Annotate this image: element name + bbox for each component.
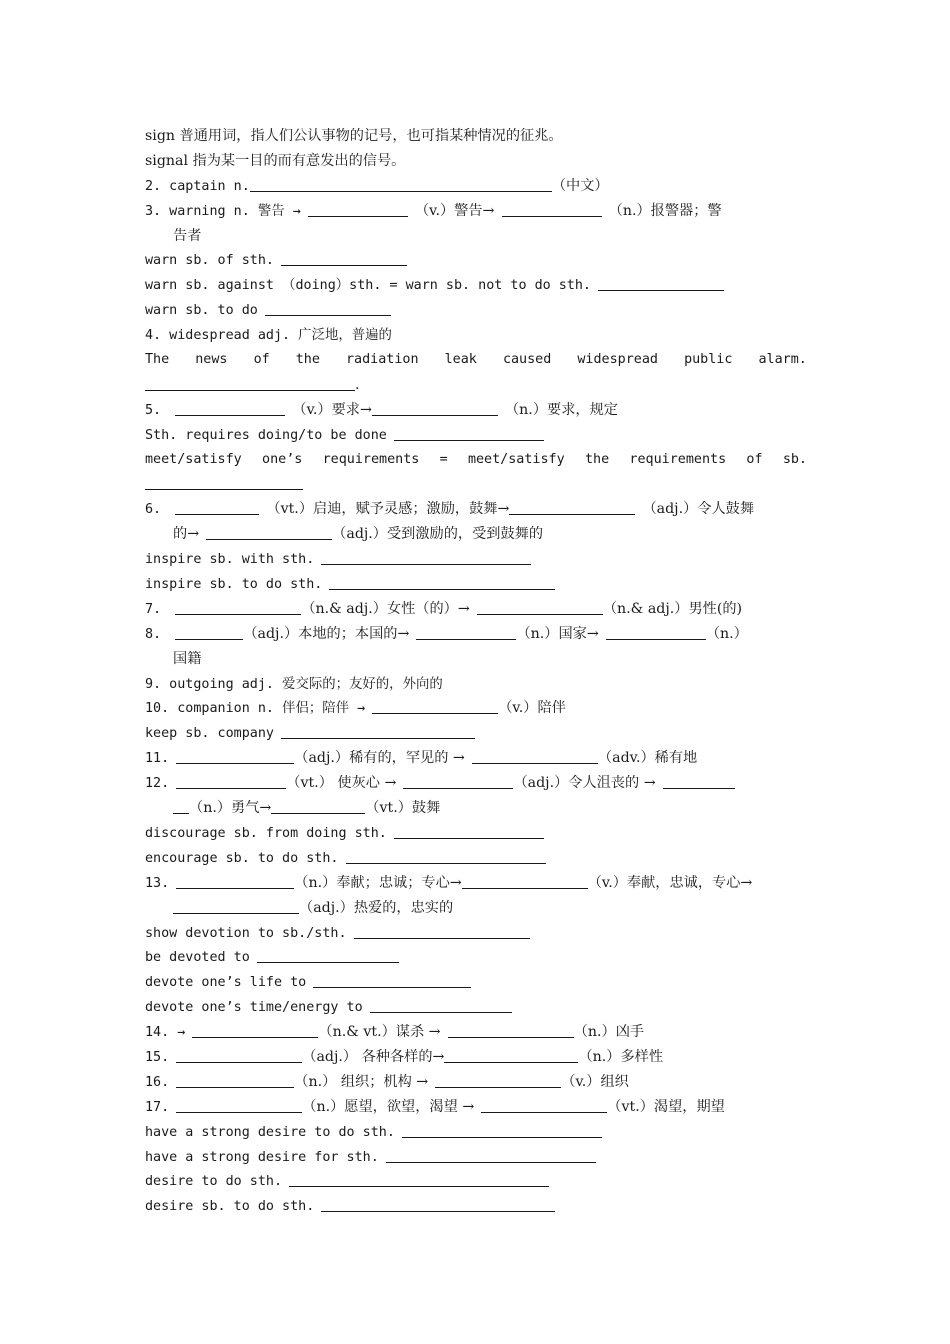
answer-blank[interactable] xyxy=(176,1073,294,1088)
phrase-line: Sth. requires doing/to be done xyxy=(145,423,807,448)
phrase-line: keep sb. company xyxy=(145,721,807,746)
phrase-line: desire sb. to do sth. xyxy=(145,1194,807,1219)
answer-blank[interactable] xyxy=(372,699,498,714)
phrase-line: warn sb. against （doing）sth. = warn sb. not to do sth. xyxy=(145,273,807,298)
item-12: 12. （vt.） 使灰心 → （adj.）令人沮丧的 → xyxy=(145,771,807,796)
answer-blank[interactable] xyxy=(206,525,332,540)
answer-blank[interactable] xyxy=(606,625,706,640)
item-5-require: 5. （v.）要求→ （n.）要求，规定 xyxy=(145,401,618,418)
answer-blank[interactable] xyxy=(173,799,189,814)
worksheet-page xyxy=(145,124,807,1219)
answer-blank[interactable] xyxy=(394,824,544,839)
answer-blank[interactable] xyxy=(175,401,285,416)
answer-blank[interactable] xyxy=(394,426,544,441)
answer-blank[interactable] xyxy=(448,1023,574,1038)
phrase-line: devote one’s time/energy to xyxy=(145,995,807,1020)
item-17: 17. （n.）愿望，欲望，渴望 → （vt.）渴望，期望 xyxy=(145,1098,725,1115)
answer-blank[interactable] xyxy=(509,500,635,515)
answer-blank[interactable] xyxy=(481,1098,607,1113)
answer-blank[interactable] xyxy=(308,202,408,217)
item-6-inspire: 6. （vt.）启迪，赋予灵感；激励，鼓舞→ （adj.）令人鼓舞 xyxy=(145,501,755,518)
answer-blank[interactable] xyxy=(416,625,516,640)
answer-blank[interactable] xyxy=(176,1048,302,1063)
answer-blank[interactable] xyxy=(321,550,531,565)
text-line: （adj.）热爱的，忠实的 xyxy=(145,896,807,921)
answer-blank[interactable] xyxy=(402,1123,602,1138)
item-13: 13. （n.）奉献；忠诚；专心→ （v.）奉献，忠诚，专心→ xyxy=(145,874,753,891)
item-14: 14. → （n.& vt.）谋杀 → （n.）凶手 xyxy=(145,1024,645,1041)
answer-blank[interactable] xyxy=(281,251,407,266)
answer-blank[interactable] xyxy=(250,177,552,192)
item-9-outgoing: 9. outgoing adj. 爱交际的；友好的，外向的 xyxy=(145,676,443,692)
answer-blank[interactable] xyxy=(598,276,724,291)
item-10-companion: 10. companion n. 伴侣；陪伴 → （v.）陪伴 xyxy=(145,700,566,717)
answer-blank[interactable] xyxy=(372,401,498,416)
text-line: 的→ （adj.）受到激励的，受到鼓舞的 xyxy=(173,526,544,543)
answer-blank[interactable] xyxy=(145,376,355,391)
phrase-line: be devoted to xyxy=(145,945,807,970)
text-line: sign 普通用词，指人们公认事物的记号，也可指某种情况的征兆。 xyxy=(145,128,563,144)
answer-blank[interactable] xyxy=(176,749,294,764)
text-line: signal 指为某一目的而有意发出的信号。 xyxy=(145,152,406,169)
item-4-widespread: 4. widespread adj. 广泛地，普遍的 xyxy=(145,328,392,344)
answer-blank[interactable] xyxy=(173,899,299,914)
phrase-line: inspire sb. to do sth. xyxy=(145,572,807,597)
answer-blank[interactable] xyxy=(176,774,286,789)
item-11: 11. （adj.）稀有的，罕见的 → （adv.）稀有地 xyxy=(145,750,698,767)
answer-blank[interactable] xyxy=(271,799,365,814)
item-3-warning: 3. warning n. 警告 → （v.）警告→ （n.）报警器；警 xyxy=(145,202,722,219)
phrase-line: have a strong desire for sth. xyxy=(145,1145,807,1170)
item-2-captain: 2. captain n. （中文） xyxy=(145,177,609,194)
phrase-line: desire to do sth. xyxy=(145,1169,807,1194)
item-16: 16. （n.） 组织；机构 → （v.）组织 xyxy=(145,1073,629,1090)
answer-blank[interactable] xyxy=(192,1023,318,1038)
answer-blank[interactable] xyxy=(175,600,301,615)
translation-line: . xyxy=(145,373,807,398)
example-sentence: The news of the radiation leak caused widespread public alarm. xyxy=(145,352,807,368)
answer-blank[interactable] xyxy=(403,774,513,789)
answer-blank[interactable] xyxy=(289,1172,549,1187)
phrase-line: discourage sb. from doing sth. xyxy=(145,821,807,846)
answer-blank[interactable] xyxy=(354,924,530,939)
answer-blank[interactable] xyxy=(176,874,294,889)
phrase-line: devote one’s life to xyxy=(145,970,807,995)
phrase-line: warn sb. to do xyxy=(145,298,807,323)
answer-blank[interactable] xyxy=(176,1098,302,1113)
phrase-line: have a strong desire to do sth. xyxy=(145,1120,807,1145)
item-15: 15. （adj.） 各种各样的→ （n.）多样性 xyxy=(145,1048,664,1065)
translation-line xyxy=(145,472,807,497)
text-line: 告者 xyxy=(173,227,202,244)
answer-blank[interactable] xyxy=(386,1148,596,1163)
item-8: 8. （adj.）本地的；本国的→ （n.）国家→ （n.） xyxy=(145,625,748,642)
answer-blank[interactable] xyxy=(462,874,588,889)
answer-blank[interactable] xyxy=(175,625,243,640)
answer-blank[interactable] xyxy=(281,724,475,739)
phrase-line: inspire sb. with sth. xyxy=(145,547,807,572)
answer-blank[interactable] xyxy=(265,301,391,316)
answer-blank[interactable] xyxy=(477,600,603,615)
phrase-line: encourage sb. to do sth. xyxy=(145,846,807,871)
answer-blank[interactable] xyxy=(346,849,546,864)
answer-blank[interactable] xyxy=(321,1197,555,1212)
answer-blank[interactable] xyxy=(663,774,735,789)
answer-blank[interactable] xyxy=(435,1073,561,1088)
answer-blank[interactable] xyxy=(502,202,602,217)
answer-blank[interactable] xyxy=(313,973,471,988)
phrase-line: show devotion to sb./sth. xyxy=(145,921,807,946)
answer-blank[interactable] xyxy=(370,998,512,1013)
answer-blank[interactable] xyxy=(145,475,303,490)
phrase-line: warn sb. of sth. xyxy=(145,248,807,273)
answer-blank[interactable] xyxy=(444,1048,578,1063)
answer-blank[interactable] xyxy=(257,948,399,963)
text-line: 国籍 xyxy=(173,650,202,667)
text-line: （n.）勇气→ （vt.）鼓舞 xyxy=(145,796,807,821)
phrase-line: meet/satisfy one’s requirements = meet/satisfy the requirements of sb. xyxy=(145,451,807,467)
answer-blank[interactable] xyxy=(329,575,555,590)
item-7: 7. （n.& adj.）女性（的）→ （n.& adj.）男性(的) xyxy=(145,600,743,617)
answer-blank[interactable] xyxy=(472,749,598,764)
answer-blank[interactable] xyxy=(175,500,259,515)
